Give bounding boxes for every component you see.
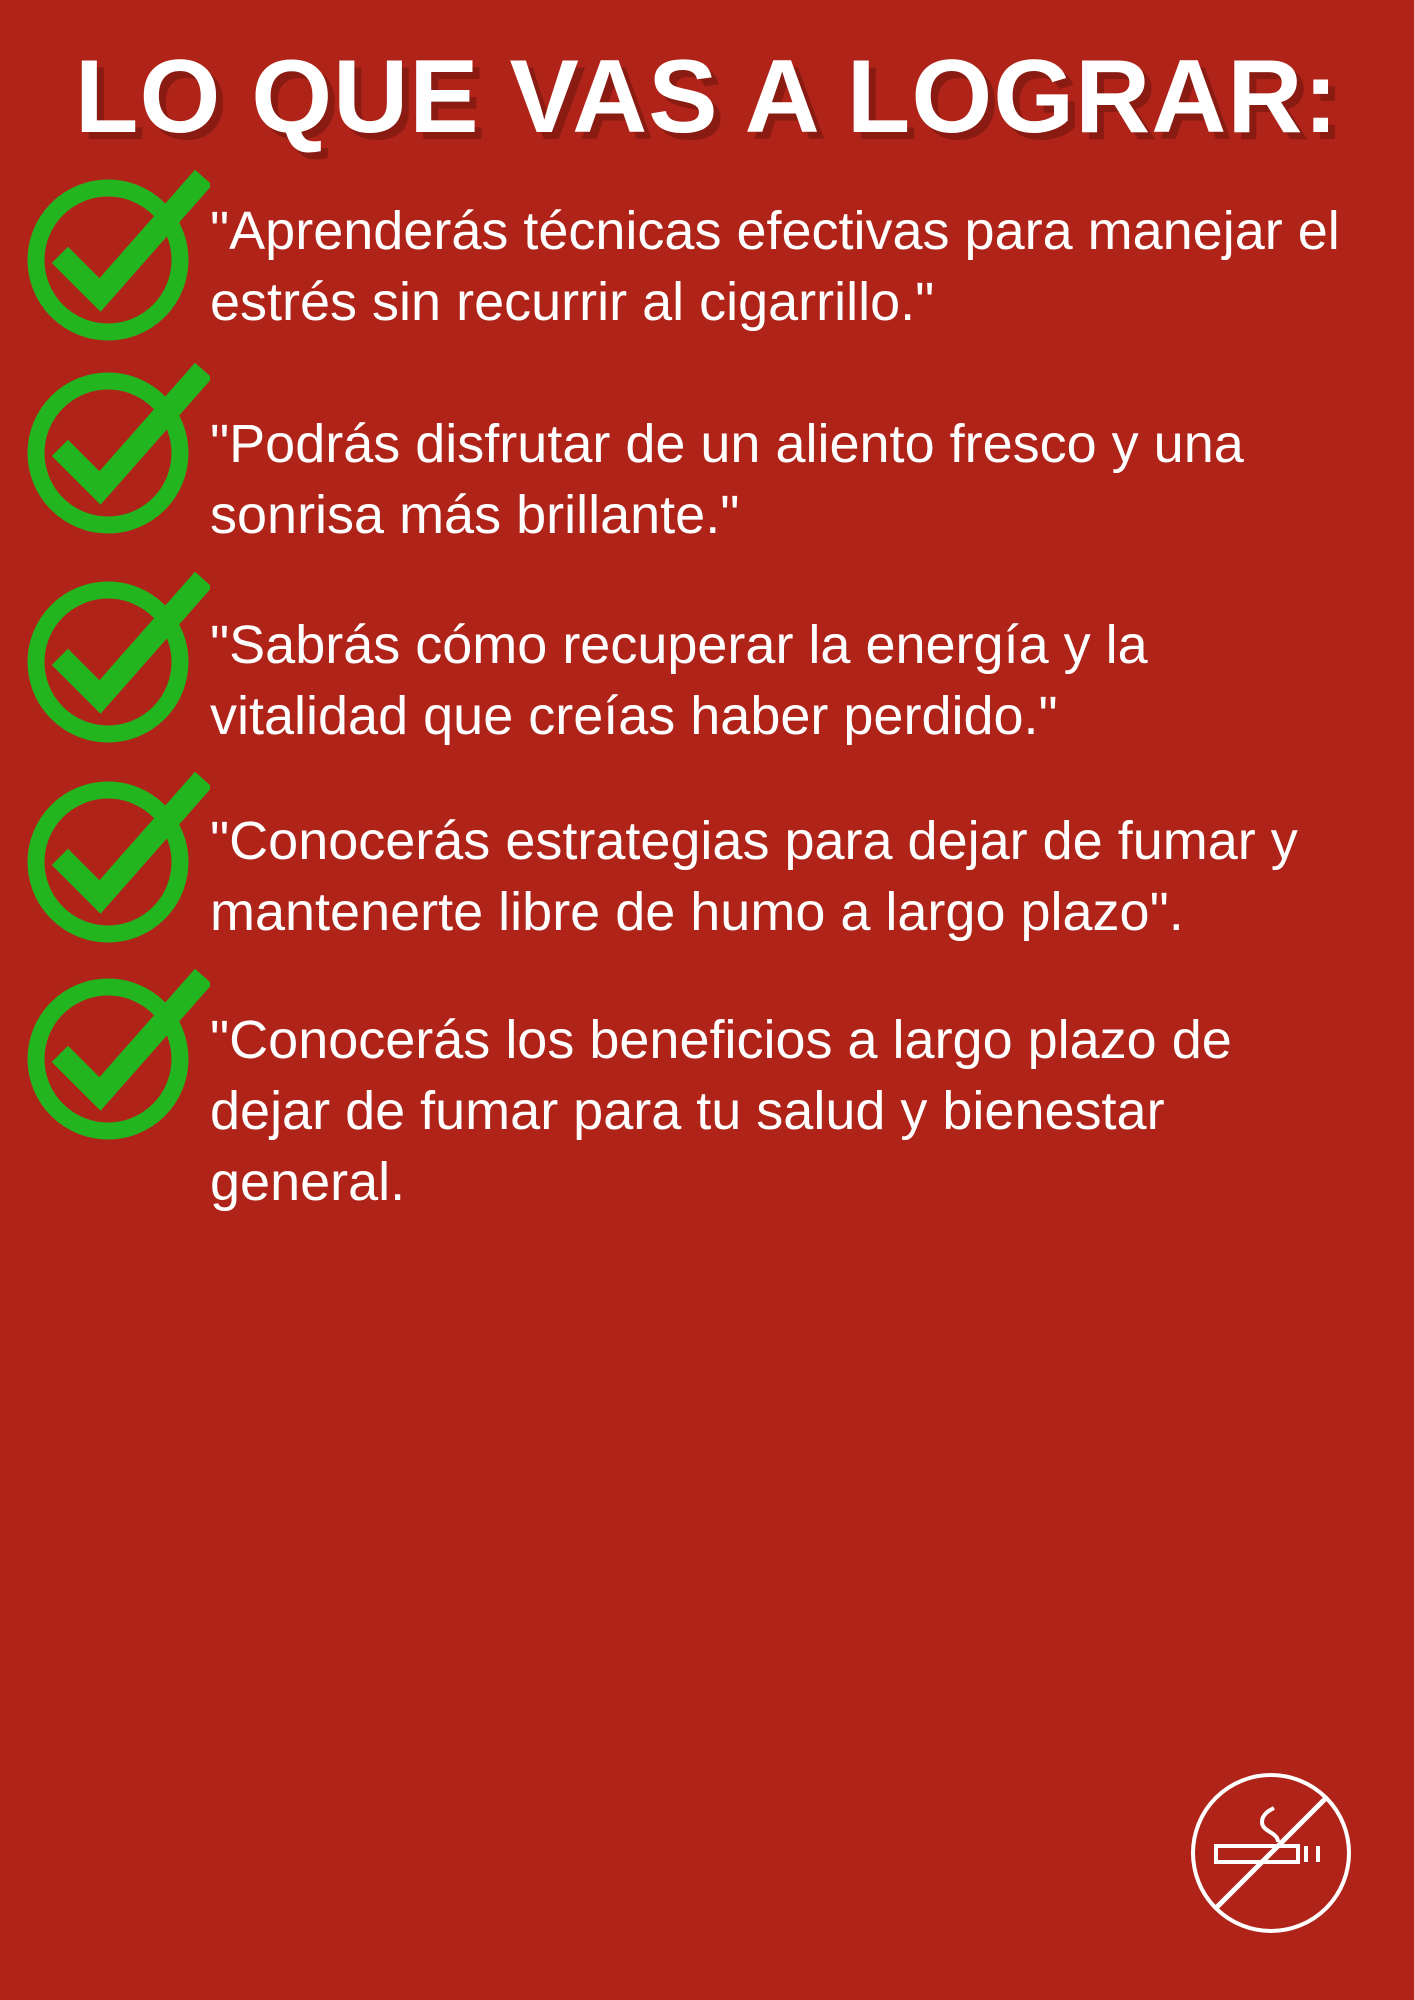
page-title: LO QUE VAS A LOGRAR: (74, 39, 1340, 155)
list-item (40, 172, 1374, 343)
list-item-label: "Aprenderás técnicas efectivas para manejar el estrés sin recurrir al cigarrillo." (210, 201, 1340, 333)
check-circle-icon (20, 168, 210, 343)
list-item (40, 574, 1374, 753)
check-circle-icon (20, 361, 210, 536)
list-item-label: "Podrás disfrutar de un aliento fresco y una sonrisa más brillante." (210, 414, 1244, 546)
check-circle-icon (20, 967, 210, 1142)
list-item (40, 774, 1374, 949)
check-circle-icon (20, 770, 210, 945)
list-item-label: "Sabrás cómo recuperar la energía y la vitalidad que creías haber perdido." (210, 614, 1148, 746)
benefits-list (40, 172, 1374, 1218)
check-circle-icon (20, 570, 210, 745)
list-item (40, 971, 1374, 1219)
list-item-label: "Conocerás estrategias para dejar de fumar y mantenerte libre de humo a largo plazo". (210, 811, 1298, 943)
list-item-label: "Conocerás los beneficios a largo plazo de dejar de fumar para tu salud y bienestar general. (210, 1009, 1232, 1213)
no-smoking-icon (1186, 1768, 1356, 1938)
list-item (40, 365, 1374, 552)
